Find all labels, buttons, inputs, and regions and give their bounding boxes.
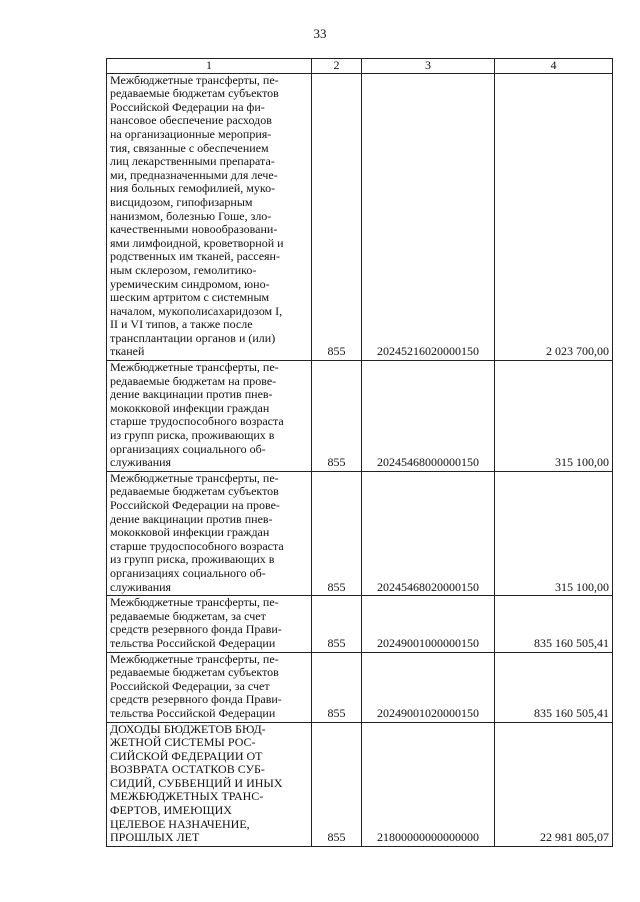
revenue-name-line: дение вакцинации против пнев- <box>110 387 273 402</box>
column-header-1: 1 <box>107 59 312 74</box>
revenue-name-line: ДОХОДЫ БЮДЖЕТОВ БЮД- <box>110 721 266 736</box>
amount-cell: 315 100,00 <box>495 361 613 472</box>
column-header-2: 2 <box>312 59 362 74</box>
revenue-name-cell <box>107 722 312 846</box>
revenue-name-cell <box>107 361 312 472</box>
revenue-name-line: из групп риска, проживающих в <box>110 428 275 443</box>
revenue-name-line: Российской Федерации на прове- <box>110 498 280 512</box>
header-row <box>107 59 613 74</box>
revenue-name-line: Межбюджетные трансферты, пе- <box>110 651 279 666</box>
budget-code-cell: 20245468020000150 <box>362 471 495 595</box>
revenue-name-line: Российской Федерации на фи- <box>110 99 265 114</box>
revenue-name-line: нансовое обеспечение расходов <box>110 113 272 128</box>
admin-code-cell: 855 <box>312 722 362 846</box>
revenue-name-line: редаваемые бюджетам, за счет <box>110 608 266 623</box>
table-row <box>107 73 613 360</box>
revenue-name-line: на организационные мероприя- <box>110 126 272 141</box>
table-row <box>107 652 613 722</box>
revenue-name-line: трансплантации органов и (или) <box>110 330 276 345</box>
revenue-name-cell <box>107 596 312 652</box>
revenue-name-line: МЕЖБЮДЖЕТНЫХ ТРАНС- <box>110 789 264 804</box>
page-number: 33 <box>313 26 327 41</box>
revenue-name-line: Межбюджетные трансферты, пе- <box>110 595 279 610</box>
admin-code-cell: 855 <box>312 73 362 360</box>
revenue-name-line: редаваемые бюджетам на прове- <box>110 373 277 388</box>
revenue-name-cell <box>107 652 312 722</box>
amount-cell: 2 023 700,00 <box>495 73 613 360</box>
revenue-name-line: старше трудоспособного возраста <box>110 414 284 429</box>
budget-code-cell: 20249001000000150 <box>362 596 495 652</box>
column-header-3: 3 <box>362 59 495 74</box>
budget-code-cell: 20249001020000150 <box>362 652 495 722</box>
revenue-name-line: тельства Российской Федерации <box>110 705 276 720</box>
revenue-name-line: ями лимфоидной, кроветворной и <box>110 235 284 250</box>
revenue-name-line: II и VI типов, а также после <box>110 317 253 332</box>
revenue-name-line: ЦЕЛЕВОЕ НАЗНАЧЕНИЕ, <box>110 816 250 831</box>
revenue-name-line: ВОЗВРАТА ОСТАТКОВ СУБ- <box>110 762 265 777</box>
budget-code-cell: 21800000000000000 <box>362 722 495 846</box>
revenue-name-line: служивания <box>110 579 172 594</box>
revenue-name-cell <box>107 73 312 360</box>
admin-code-cell: 855 <box>312 361 362 472</box>
amount-cell: 835 160 505,41 <box>495 596 613 652</box>
admin-code-cell: 855 <box>312 471 362 595</box>
revenue-name-line: мококковой инфекции граждан <box>110 525 270 540</box>
revenue-name-line: шеским артритом с системным <box>110 290 270 305</box>
revenue-name-line: редаваемые бюджетам субъектов <box>110 86 279 101</box>
revenue-name-line: дение вакцинации против пнев- <box>110 511 273 526</box>
revenue-name-line: средств резервного фонда Прави- <box>110 692 282 707</box>
budget-code-cell: 20245216020000150 <box>362 73 495 360</box>
revenue-name-line: СИЙСКОЙ ФЕДЕРАЦИИ ОТ <box>110 748 263 763</box>
revenue-name-line: нанизмом, болезнью Гоше, зло- <box>110 208 272 223</box>
column-header-4: 4 <box>495 59 613 74</box>
revenue-name-cell <box>107 471 312 595</box>
revenue-name-line: организациях социального об- <box>110 441 266 456</box>
revenue-name-line: служивания <box>110 455 172 470</box>
table-row <box>107 361 613 472</box>
revenue-name-line: ным склерозом, гемолитико- <box>110 262 257 277</box>
revenue-name-line: ми, предназначенными для лече- <box>110 167 278 182</box>
revenue-name-line: Межбюджетные трансферты, пе- <box>110 72 279 87</box>
revenue-name-line: мококковой инфекции граждан <box>110 400 270 415</box>
revenue-name-line: тия, связанные с обеспечением <box>110 140 269 155</box>
amount-cell: 835 160 505,41 <box>495 652 613 722</box>
revenue-name-line: редаваемые бюджетам субъектов <box>110 665 279 680</box>
revenue-name-line: тканей <box>110 344 145 359</box>
revenue-name-line: качественными новообразовани- <box>110 222 278 237</box>
revenue-name-line: редаваемые бюджетам субъектов <box>110 484 279 499</box>
revenue-name-line: Межбюджетные трансферты, пе- <box>110 470 279 485</box>
revenue-name-line: родственных им тканей, рассеян- <box>110 249 280 264</box>
revenue-name-line: организациях социального об- <box>110 565 266 580</box>
revenue-name-line: лиц лекарственными препарата- <box>110 154 275 169</box>
revenue-name-line: висцидозом, гипофизарным <box>110 194 253 209</box>
admin-code-cell: 855 <box>312 596 362 652</box>
revenue-name-line: тельства Российской Федерации <box>110 635 276 650</box>
revenue-name-line: старше трудоспособного возраста <box>110 538 284 553</box>
revenue-name-line: Российской Федерации, за счет <box>110 678 270 693</box>
revenue-name-line: средств резервного фонда Прави- <box>110 622 282 637</box>
budget-code-cell: 20245468000000150 <box>362 361 495 472</box>
revenue-name-line: СИДИЙ, СУБВЕНЦИЙ И ИНЫХ <box>110 775 283 790</box>
admin-code-cell: 855 <box>312 652 362 722</box>
revenue-name-line: уремическим синдромом, юно- <box>110 276 270 291</box>
revenue-name-line: ЖЕТНОЙ СИСТЕМЫ РОС- <box>110 735 256 750</box>
amount-cell: 315 100,00 <box>495 471 613 595</box>
table-row <box>107 722 613 846</box>
revenue-name-line: Межбюджетные трансферты, пе- <box>110 360 279 375</box>
budget-table <box>106 58 613 847</box>
table-row <box>107 471 613 595</box>
revenue-name-line: из групп риска, проживающих в <box>110 552 275 567</box>
revenue-name-line: ФЕРТОВ, ИМЕЮЩИХ <box>110 803 232 818</box>
amount-cell: 22 981 805,07 <box>495 722 613 846</box>
revenue-name-line: началом, мукополисахаридозом I, <box>110 303 283 318</box>
revenue-name-line: ния больных гемофилией, муко- <box>110 181 276 196</box>
table-row <box>107 596 613 652</box>
revenue-name-line: ПРОШЛЫХ ЛЕТ <box>110 830 200 845</box>
